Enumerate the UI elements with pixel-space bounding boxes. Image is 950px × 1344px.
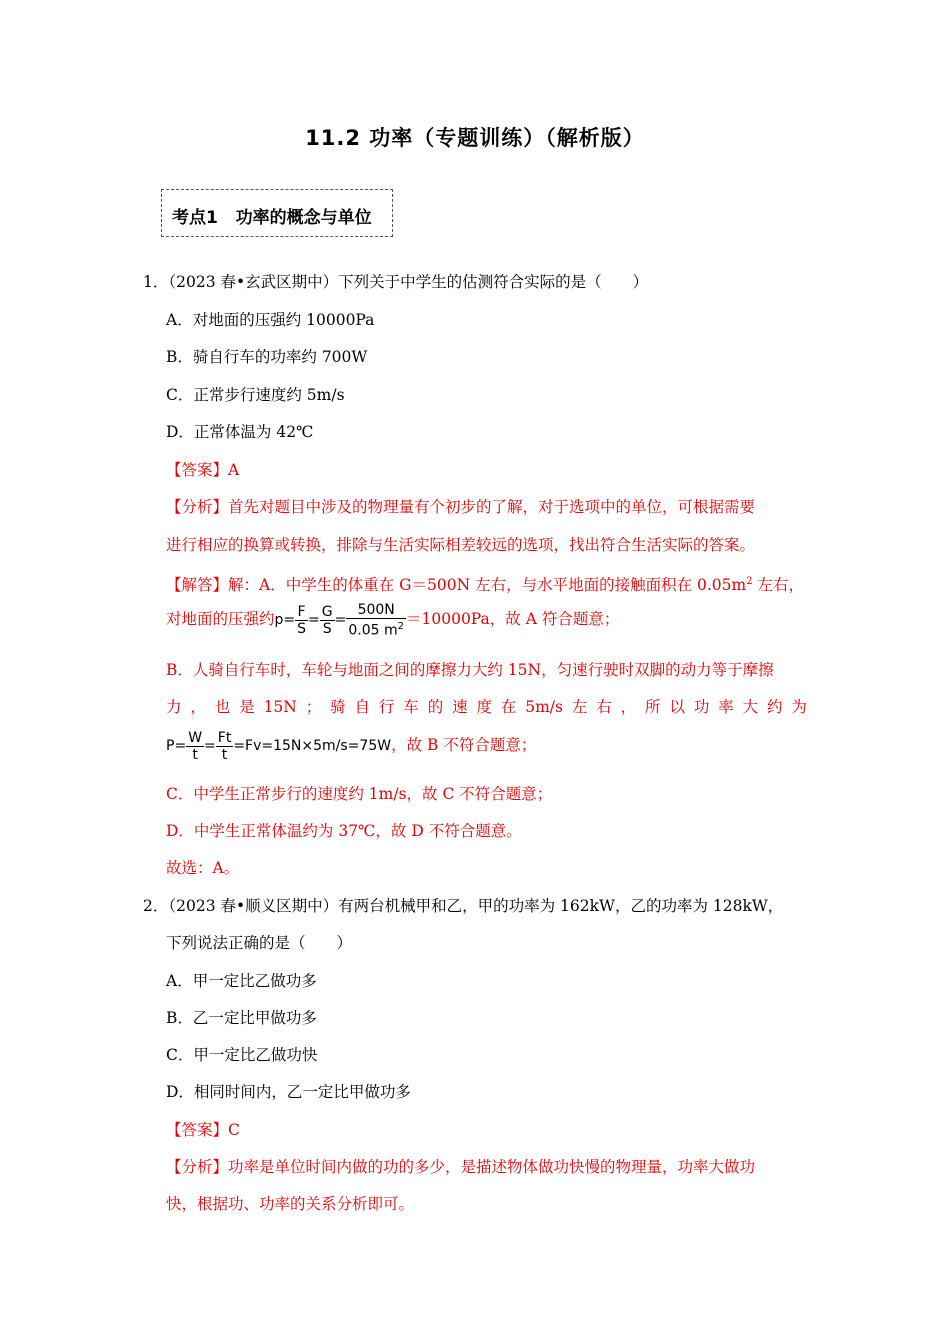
frac-num: W — [188, 729, 203, 746]
justified-word: 所 — [645, 698, 661, 716]
frac-den-base: 0.05 m — [348, 622, 398, 639]
frac-num: F — [295, 604, 308, 621]
q1-d-line: D．中学生正常体温约为 37℃，故 D 不符合题意。 — [166, 822, 522, 840]
formula-p: p= — [274, 612, 296, 628]
analysis-text: 首先对题目中涉及的物理量有个初步的了解，对于选项中的单位，可根据需要 — [228, 498, 756, 516]
pressure-formula — [274, 601, 406, 639]
solution-sup: 2 — [746, 576, 753, 587]
justified-word: 自 — [354, 698, 371, 716]
justified-word: 左 — [571, 698, 588, 716]
q2-answer — [166, 1120, 240, 1140]
solution-line2-prefix: 对地面的压强约 — [166, 610, 275, 628]
justified-word: 也 — [214, 698, 231, 716]
justified-word: 是 — [239, 698, 255, 716]
q1-solution-line2 — [166, 601, 619, 638]
frac-num: G — [321, 603, 333, 620]
q1-option-d: D．正常体温为 42℃ — [166, 423, 314, 441]
justified-word: 行 — [378, 698, 395, 716]
fraction-w-t — [186, 730, 204, 763]
answer-value: A — [228, 461, 240, 479]
justified-word: 功 — [693, 698, 710, 716]
frac-den: t — [192, 746, 198, 763]
justified-word: 右 — [596, 698, 612, 716]
q1-b-line2 — [166, 697, 807, 717]
q2-analysis-line1 — [166, 1157, 755, 1177]
justified-word: 率 — [718, 698, 734, 716]
justified-word: 力 — [166, 698, 182, 716]
q2-stem-line2: 下列说法正确的是（ ） — [166, 934, 353, 952]
solution-text-b: 左右， — [752, 576, 805, 595]
b-line3-suffix: ，故 B 不符合题意； — [391, 736, 537, 754]
justified-word: 车 — [403, 698, 419, 716]
analysis-text: 功率是单位时间内做的功的多少，是描述物体做功快慢的物理量，功率大做功 — [228, 1158, 756, 1176]
frac-den — [346, 619, 406, 639]
answer-tag: 【答案】 — [166, 461, 229, 479]
fraction-ft-t — [216, 730, 234, 763]
q1-analysis-line1 — [166, 497, 755, 517]
justified-word: ； — [305, 698, 322, 716]
frac-den-sup: 2 — [397, 620, 404, 632]
power-formula: P= $\frac{W}{t}$ = $\frac{Ft}{t}$ =Fv=15N×5m/s=75W — [166, 729, 392, 763]
justified-word: 骑 — [330, 698, 346, 716]
justified-word: 15N — [263, 698, 297, 716]
justified-word: 速 — [452, 698, 468, 716]
q1-analysis-line2: 进行相应的换算或转换，排除与生活实际相差较远的选项，找出符合生活实际的答案。 — [166, 536, 756, 554]
analysis-tag: 【分析】 — [166, 498, 229, 516]
solution-tag: 【解答】 — [166, 576, 229, 595]
justified-word: ， — [620, 698, 637, 716]
q1-c-line: C．中学生正常步行的速度约 1m/s，故 C 不符合题意； — [166, 785, 553, 803]
fraction-f-s — [295, 604, 308, 637]
section-heading: 考点1 功率的概念与单位 — [172, 208, 372, 228]
q2-option-d: D．相同时间内，乙一定比甲做功多 — [166, 1083, 411, 1101]
answer-value: C — [228, 1121, 240, 1139]
q1-b-line1: B．人骑自行车时，车轮与地面之间的摩擦力大约 15N，匀速行驶时双脚的动力等于摩擦 — [166, 661, 774, 679]
q1-stem: 1．（2023 春•玄武区期中）下列关于中学生的估测符合实际的是（ ） — [143, 273, 649, 291]
q2-option-b: B．乙一定比甲做功多 — [166, 1009, 317, 1027]
justified-word: 5m/s — [525, 698, 563, 716]
frac-den: S — [297, 620, 307, 637]
q1-b-line3 — [166, 727, 536, 764]
justified-word: 约 — [767, 698, 783, 716]
solution-text-a: 解：A．中学生的体重在 G＝500N 左右，与水平地面的接触面积在 0.05m — [228, 576, 747, 595]
q2-option-a: A．甲一定比乙做功多 — [166, 972, 317, 990]
justified-word: 在 — [500, 698, 517, 716]
justified-word: 度 — [476, 698, 492, 716]
analysis-tag: 【分析】 — [166, 1158, 229, 1176]
answer-tag: 【答案】 — [166, 1121, 229, 1139]
q1-solution-line1 — [166, 572, 804, 595]
justified-word: ， — [190, 698, 206, 716]
frac-den: t — [221, 746, 228, 763]
q1-option-a: A．对地面的压强约 10000Pa — [166, 311, 375, 329]
frac-num: 500N — [346, 602, 406, 619]
formula-rest: =Fv=15N×5m/s=75W — [233, 738, 392, 754]
q2-stem-line1: 2．（2023 春•顺义区期中）有两台机械甲和乙，甲的功率为 162kW，乙的功率为 128kW， — [143, 897, 784, 915]
justified-word: 以 — [669, 698, 685, 716]
q2-analysis-line2: 快，根据功、功率的关系分析即可。 — [166, 1195, 415, 1213]
q1-option-c: C．正常步行速度约 5m/s — [166, 386, 345, 404]
justified-word: 大 — [742, 698, 759, 716]
fraction-g-s — [320, 604, 335, 637]
page-title: 11.2 功率（专题训练）（解析版） — [305, 126, 645, 150]
formula-eq: = — [308, 612, 320, 628]
q1-answer — [166, 460, 239, 480]
solution-line2-suffix: ＝10000Pa，故 A 符合题意； — [406, 610, 620, 628]
justified-word: 为 — [791, 698, 807, 716]
q2-option-c: C．甲一定比乙做功快 — [166, 1046, 318, 1064]
justified-word: 的 — [427, 698, 444, 716]
formula-eq: = — [334, 612, 347, 628]
q1-choice: 故选：A。 — [166, 859, 240, 877]
frac-den: S — [322, 620, 332, 637]
frac-num: Ft — [217, 729, 232, 746]
q1-option-b: B．骑自行车的功率约 700W — [166, 348, 368, 366]
formula-p: P= — [166, 738, 187, 754]
fraction-500n — [346, 602, 406, 639]
